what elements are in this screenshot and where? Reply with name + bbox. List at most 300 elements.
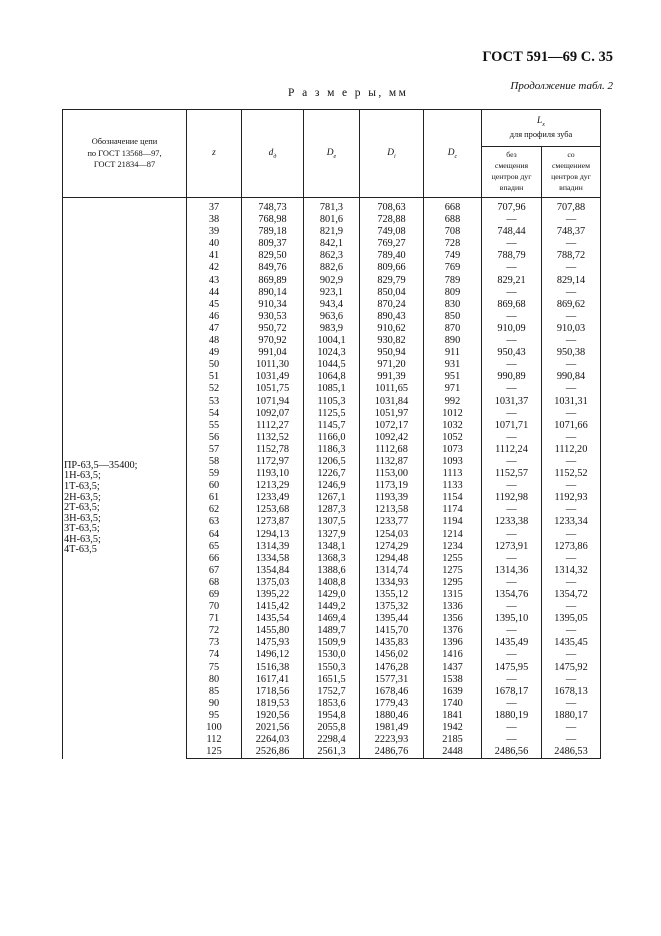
cell-De: 902,9 xyxy=(304,275,360,287)
cell-Di: 1132,87 xyxy=(360,456,424,468)
cell-Lx-no-offset: — xyxy=(482,674,542,686)
cell-Dc: 1275 xyxy=(424,565,482,577)
cell-dd: 1132,52 xyxy=(242,432,304,444)
cell-Lx-no-offset: — xyxy=(482,262,542,274)
cell-Dc: 1032 xyxy=(424,420,482,432)
cell-dd: 789,18 xyxy=(242,226,304,238)
cell-De: 1287,3 xyxy=(304,504,360,516)
cell-Di: 1456,02 xyxy=(360,649,424,661)
cell-z: 64 xyxy=(187,529,242,541)
cell-Lx-offset: 1192,93 xyxy=(542,492,601,504)
cell-De: 842,1 xyxy=(304,238,360,250)
cell-De: 1388,6 xyxy=(304,565,360,577)
table-row xyxy=(63,198,601,215)
cell-Dc: 1396 xyxy=(424,637,482,649)
cell-Dc: 1295 xyxy=(424,577,482,589)
header-without-offset-line: впадин xyxy=(499,182,524,192)
cell-Di: 749,08 xyxy=(360,226,424,238)
cell-dd: 1314,39 xyxy=(242,541,304,553)
header-Lx xyxy=(482,110,601,147)
cell-Dc: 1376 xyxy=(424,625,482,637)
cell-z: 112 xyxy=(187,734,242,746)
cell-Dc: 1073 xyxy=(424,444,482,456)
cell-De: 1489,7 xyxy=(304,625,360,637)
cell-Lx-offset: 748,37 xyxy=(542,226,601,238)
cell-Di: 890,43 xyxy=(360,311,424,323)
chain-designation: 4Н-63,5; xyxy=(64,533,101,545)
cell-Lx-offset: — xyxy=(542,504,601,516)
cell-Di: 971,20 xyxy=(360,359,424,371)
cell-Lx-offset: — xyxy=(542,432,601,444)
header-Dc-sub: с xyxy=(454,153,458,160)
cell-Lx-no-offset: — xyxy=(482,649,542,661)
cell-Lx-no-offset: 950,43 xyxy=(482,347,542,359)
cell-dd: 2021,56 xyxy=(242,722,304,734)
cell-z: 61 xyxy=(187,492,242,504)
cell-Lx-no-offset: — xyxy=(482,625,542,637)
cell-z: 49 xyxy=(187,347,242,359)
cell-z: 100 xyxy=(187,722,242,734)
cell-Lx-no-offset: — xyxy=(482,480,542,492)
cell-z: 51 xyxy=(187,371,242,383)
header-chain-line: Обозначение цепи xyxy=(91,137,158,147)
cell-Dc: 911 xyxy=(424,347,482,359)
header-dd-sub: д xyxy=(273,153,277,160)
cell-z: 43 xyxy=(187,275,242,287)
cell-dd: 930,53 xyxy=(242,311,304,323)
cell-De: 1064,8 xyxy=(304,371,360,383)
cell-dd: 1051,75 xyxy=(242,383,304,395)
header-dd-main: d xyxy=(268,147,274,158)
cell-Lx-no-offset: — xyxy=(482,553,542,565)
cell-z: 46 xyxy=(187,311,242,323)
cell-Dc: 668 xyxy=(424,198,482,215)
cell-Lx-offset: — xyxy=(542,698,601,710)
cell-Di: 870,24 xyxy=(360,299,424,311)
cell-De: 1307,5 xyxy=(304,516,360,528)
cell-Dc: 1315 xyxy=(424,589,482,601)
cell-Di: 1112,68 xyxy=(360,444,424,456)
cell-De: 1651,5 xyxy=(304,674,360,686)
cell-Lx-offset: 1273,86 xyxy=(542,541,601,553)
header-with-offset-line: смещением xyxy=(551,161,591,171)
cell-dd: 1819,53 xyxy=(242,698,304,710)
cell-dd: 1617,41 xyxy=(242,674,304,686)
cell-dd: 1092,07 xyxy=(242,408,304,420)
cell-dd: 1415,42 xyxy=(242,601,304,613)
cell-z: 67 xyxy=(187,565,242,577)
cell-Lx-no-offset: 1273,91 xyxy=(482,541,542,553)
cell-De: 943,4 xyxy=(304,299,360,311)
cell-Lx-no-offset: — xyxy=(482,698,542,710)
cell-Lx-no-offset: — xyxy=(482,504,542,516)
header-Di-main: D xyxy=(387,147,395,158)
cell-Dc: 890 xyxy=(424,335,482,347)
cell-Di: 1254,03 xyxy=(360,529,424,541)
table-body xyxy=(63,198,601,759)
cell-Dc: 1194 xyxy=(424,516,482,528)
header-Dc xyxy=(424,110,482,198)
header-z-label: z xyxy=(212,148,216,159)
cell-Di: 1355,12 xyxy=(360,589,424,601)
cell-dd: 849,76 xyxy=(242,262,304,274)
cell-De: 1954,8 xyxy=(304,710,360,722)
cell-z: 52 xyxy=(187,383,242,395)
cell-De: 1348,1 xyxy=(304,541,360,553)
cell-Di: 1334,93 xyxy=(360,577,424,589)
cell-Di: 2486,76 xyxy=(360,746,424,759)
header-Lx-main: L xyxy=(537,116,543,127)
cell-dd: 1294,13 xyxy=(242,529,304,541)
cell-De: 1166,0 xyxy=(304,432,360,444)
cell-dd: 950,72 xyxy=(242,323,304,335)
cell-dd: 991,04 xyxy=(242,347,304,359)
cell-Dc: 1234 xyxy=(424,541,482,553)
cell-Di: 1435,83 xyxy=(360,637,424,649)
cell-De: 1368,3 xyxy=(304,553,360,565)
header-Di-sub: i xyxy=(394,153,396,160)
cell-De: 2055,8 xyxy=(304,722,360,734)
cell-De: 1530,0 xyxy=(304,649,360,661)
cell-De: 1267,1 xyxy=(304,492,360,504)
cell-Lx-offset: — xyxy=(542,408,601,420)
cell-Di: 1193,39 xyxy=(360,492,424,504)
cell-z: 60 xyxy=(187,480,242,492)
cell-Di: 1880,46 xyxy=(360,710,424,722)
cell-z: 42 xyxy=(187,262,242,274)
cell-z: 37 xyxy=(187,198,242,215)
header-Di xyxy=(360,110,424,198)
cell-dd: 1354,84 xyxy=(242,565,304,577)
cell-Lx-no-offset: 990,89 xyxy=(482,371,542,383)
cell-Lx-offset: — xyxy=(542,553,601,565)
cell-Dc: 1113 xyxy=(424,468,482,480)
cell-Dc: 1255 xyxy=(424,553,482,565)
cell-Lx-offset: 788,72 xyxy=(542,250,601,262)
cell-dd: 829,50 xyxy=(242,250,304,262)
cell-Lx-offset: 990,84 xyxy=(542,371,601,383)
cell-De: 1044,5 xyxy=(304,359,360,371)
cell-Di: 809,66 xyxy=(360,262,424,274)
cell-z: 58 xyxy=(187,456,242,468)
cell-dd: 869,89 xyxy=(242,275,304,287)
cell-Di: 1011,65 xyxy=(360,383,424,395)
cell-De: 1145,7 xyxy=(304,420,360,432)
cell-Lx-offset: 910,03 xyxy=(542,323,601,335)
header-dd xyxy=(242,110,304,198)
chain-designation: ПР-63,5—35400; xyxy=(64,459,138,471)
cell-Di: 1476,28 xyxy=(360,662,424,674)
cell-Di: 728,88 xyxy=(360,214,424,226)
cell-Di: 1577,31 xyxy=(360,674,424,686)
cell-Dc: 769 xyxy=(424,262,482,274)
cell-dd: 910,34 xyxy=(242,299,304,311)
cell-z: 74 xyxy=(187,649,242,661)
cell-Lx-offset: 829,14 xyxy=(542,275,601,287)
cell-De: 1105,3 xyxy=(304,396,360,408)
cell-De: 1327,9 xyxy=(304,529,360,541)
cell-De: 1509,9 xyxy=(304,637,360,649)
cell-Lx-no-offset: — xyxy=(482,432,542,444)
cell-Dc: 1174 xyxy=(424,504,482,516)
header-without-offset-line: центров дуг xyxy=(491,172,532,181)
cell-dd: 1395,22 xyxy=(242,589,304,601)
cell-Lx-no-offset: 1314,36 xyxy=(482,565,542,577)
cell-De: 882,6 xyxy=(304,262,360,274)
cell-Lx-no-offset: 1395,10 xyxy=(482,613,542,625)
cell-Lx-offset: 1071,66 xyxy=(542,420,601,432)
cell-Lx-offset: 1475,92 xyxy=(542,662,601,674)
cell-De: 1206,5 xyxy=(304,456,360,468)
cell-Lx-no-offset: — xyxy=(482,335,542,347)
cell-Lx-offset: — xyxy=(542,734,601,746)
cell-Di: 789,40 xyxy=(360,250,424,262)
cell-dd: 1516,38 xyxy=(242,662,304,674)
cell-Lx-no-offset: — xyxy=(482,529,542,541)
cell-Lx-no-offset: 869,68 xyxy=(482,299,542,311)
cell-z: 72 xyxy=(187,625,242,637)
cell-Dc: 1437 xyxy=(424,662,482,674)
cell-Dc: 1841 xyxy=(424,710,482,722)
cell-Lx-no-offset: 1031,37 xyxy=(482,396,542,408)
cell-dd: 1011,30 xyxy=(242,359,304,371)
cell-De: 1429,0 xyxy=(304,589,360,601)
cell-De: 1246,9 xyxy=(304,480,360,492)
cell-De: 923,1 xyxy=(304,287,360,299)
cell-Dc: 1012 xyxy=(424,408,482,420)
cell-z: 68 xyxy=(187,577,242,589)
cell-Dc: 708 xyxy=(424,226,482,238)
chain-designation-cell xyxy=(63,198,187,759)
cell-Dc: 1336 xyxy=(424,601,482,613)
cell-Lx-offset: — xyxy=(542,577,601,589)
cell-Dc: 1639 xyxy=(424,686,482,698)
cell-Di: 930,82 xyxy=(360,335,424,347)
cell-z: 63 xyxy=(187,516,242,528)
cell-Di: 1415,70 xyxy=(360,625,424,637)
cell-Di: 1779,43 xyxy=(360,698,424,710)
cell-Dc: 1538 xyxy=(424,674,482,686)
cell-Lx-no-offset: 748,44 xyxy=(482,226,542,238)
cell-De: 781,3 xyxy=(304,198,360,215)
cell-Di: 1678,46 xyxy=(360,686,424,698)
cell-dd: 1213,29 xyxy=(242,480,304,492)
cell-z: 57 xyxy=(187,444,242,456)
header-without-offset xyxy=(482,147,542,198)
cell-z: 75 xyxy=(187,662,242,674)
cell-Dc: 830 xyxy=(424,299,482,311)
cell-Lx-offset: 1233,34 xyxy=(542,516,601,528)
cell-De: 2561,3 xyxy=(304,746,360,759)
cell-Lx-no-offset: 1435,49 xyxy=(482,637,542,649)
cell-Dc: 2185 xyxy=(424,734,482,746)
cell-z: 71 xyxy=(187,613,242,625)
cell-Di: 1233,77 xyxy=(360,516,424,528)
cell-Dc: 870 xyxy=(424,323,482,335)
cell-Lx-no-offset: — xyxy=(482,456,542,468)
cell-z: 80 xyxy=(187,674,242,686)
cell-Lx-no-offset: 1880,19 xyxy=(482,710,542,722)
cell-De: 1226,7 xyxy=(304,468,360,480)
cell-De: 862,3 xyxy=(304,250,360,262)
cell-De: 1024,3 xyxy=(304,347,360,359)
cell-Di: 950,94 xyxy=(360,347,424,359)
cell-z: 54 xyxy=(187,408,242,420)
header-with-offset-line: со xyxy=(567,150,575,160)
cell-Lx-no-offset: — xyxy=(482,577,542,589)
cell-Di: 1173,19 xyxy=(360,480,424,492)
cell-z: 55 xyxy=(187,420,242,432)
header-tooth-profile: для профиля зуба xyxy=(509,130,573,140)
cell-Lx-no-offset: — xyxy=(482,383,542,395)
cell-Lx-offset: 950,38 xyxy=(542,347,601,359)
header-Dc-main: D xyxy=(447,147,455,158)
cell-Di: 1072,17 xyxy=(360,420,424,432)
cell-Lx-no-offset: 829,21 xyxy=(482,275,542,287)
header-without-offset-line: смещения xyxy=(494,161,529,171)
cell-Dc: 1416 xyxy=(424,649,482,661)
cell-Lx-offset: — xyxy=(542,601,601,613)
header-Lx-sub: x xyxy=(542,122,545,129)
cell-Lx-no-offset: — xyxy=(482,287,542,299)
cell-Lx-offset: — xyxy=(542,674,601,686)
cell-Dc: 951 xyxy=(424,371,482,383)
cell-Lx-offset: — xyxy=(542,359,601,371)
cell-Lx-no-offset: 788,79 xyxy=(482,250,542,262)
cell-Lx-offset: — xyxy=(542,649,601,661)
cell-dd: 1496,12 xyxy=(242,649,304,661)
cell-Lx-offset: — xyxy=(542,214,601,226)
cell-dd: 1273,87 xyxy=(242,516,304,528)
cell-z: 125 xyxy=(187,746,242,759)
cell-dd: 1233,49 xyxy=(242,492,304,504)
cell-De: 1085,1 xyxy=(304,383,360,395)
header-chain-designation xyxy=(63,110,187,198)
cell-De: 1469,4 xyxy=(304,613,360,625)
cell-Lx-offset: — xyxy=(542,722,601,734)
cell-z: 50 xyxy=(187,359,242,371)
cell-Dc: 971 xyxy=(424,383,482,395)
cell-z: 85 xyxy=(187,686,242,698)
chain-designation: 4Т-63,5 xyxy=(64,544,97,556)
cell-Lx-no-offset: — xyxy=(482,734,542,746)
cell-Lx-offset: 1354,72 xyxy=(542,589,601,601)
header-without-offset-line: без xyxy=(506,150,517,160)
cell-dd: 1334,58 xyxy=(242,553,304,565)
cell-dd: 1375,03 xyxy=(242,577,304,589)
cell-Lx-no-offset: — xyxy=(482,214,542,226)
cell-dd: 1031,49 xyxy=(242,371,304,383)
page-header: ГОСТ 591—69 С. 35 xyxy=(482,49,613,65)
cell-dd: 890,14 xyxy=(242,287,304,299)
cell-Dc: 1214 xyxy=(424,529,482,541)
cell-z: 59 xyxy=(187,468,242,480)
cell-z: 44 xyxy=(187,287,242,299)
cell-Lx-no-offset: 1354,76 xyxy=(482,589,542,601)
cell-dd: 1475,93 xyxy=(242,637,304,649)
cell-z: 73 xyxy=(187,637,242,649)
cell-Lx-no-offset: 1233,38 xyxy=(482,516,542,528)
cell-z: 48 xyxy=(187,335,242,347)
cell-z: 53 xyxy=(187,396,242,408)
cell-Lx-offset: 1314,32 xyxy=(542,565,601,577)
chain-designation: 2Н-63,5; xyxy=(64,491,101,503)
cell-z: 62 xyxy=(187,504,242,516)
cell-dd: 1920,56 xyxy=(242,710,304,722)
cell-Lx-no-offset: — xyxy=(482,311,542,323)
cell-De: 1004,1 xyxy=(304,335,360,347)
cell-Dc: 1942 xyxy=(424,722,482,734)
cell-Lx-offset: — xyxy=(542,238,601,250)
header-with-offset-line: центров дуг xyxy=(551,172,591,181)
cell-Lx-offset: 1112,20 xyxy=(542,444,601,456)
cell-Lx-no-offset: — xyxy=(482,408,542,420)
dimensions-table xyxy=(62,109,601,759)
cell-Dc: 688 xyxy=(424,214,482,226)
header-Lx-symbol xyxy=(482,115,600,129)
cell-De: 1853,6 xyxy=(304,698,360,710)
cell-Di: 1981,49 xyxy=(360,722,424,734)
cell-z: 70 xyxy=(187,601,242,613)
chain-designation: 3Н-63,5; xyxy=(64,512,101,524)
header-chain-line: по ГОСТ 13568—97, xyxy=(87,148,162,158)
cell-dd: 1455,80 xyxy=(242,625,304,637)
cell-Dc: 992 xyxy=(424,396,482,408)
header-De-main: D xyxy=(326,147,334,158)
cell-Lx-offset: 707,88 xyxy=(542,198,601,215)
cell-Dc: 1740 xyxy=(424,698,482,710)
cell-z: 90 xyxy=(187,698,242,710)
cell-Lx-offset: — xyxy=(542,287,601,299)
cell-dd: 1112,27 xyxy=(242,420,304,432)
cell-dd: 2526,86 xyxy=(242,746,304,759)
cell-Dc: 931 xyxy=(424,359,482,371)
cell-dd: 2264,03 xyxy=(242,734,304,746)
cell-Di: 2223,93 xyxy=(360,734,424,746)
header-z xyxy=(187,110,242,198)
chain-designation: 1Т-63,5; xyxy=(64,480,100,492)
cell-De: 821,9 xyxy=(304,226,360,238)
cell-dd: 1435,54 xyxy=(242,613,304,625)
cell-Lx-offset: — xyxy=(542,456,601,468)
cell-Lx-no-offset: 1071,71 xyxy=(482,420,542,432)
cell-z: 39 xyxy=(187,226,242,238)
cell-Di: 1294,48 xyxy=(360,553,424,565)
cell-dd: 1193,10 xyxy=(242,468,304,480)
cell-dd: 970,92 xyxy=(242,335,304,347)
cell-Lx-no-offset: 1152,57 xyxy=(482,468,542,480)
cell-Lx-offset: — xyxy=(542,480,601,492)
cell-dd: 1172,97 xyxy=(242,456,304,468)
cell-Lx-offset: 1678,13 xyxy=(542,686,601,698)
cell-Di: 1274,29 xyxy=(360,541,424,553)
cell-Di: 1092,42 xyxy=(360,432,424,444)
header-with-offset-line: впадин xyxy=(559,182,583,192)
cell-Lx-no-offset: — xyxy=(482,238,542,250)
cell-Lx-offset: — xyxy=(542,625,601,637)
header-De xyxy=(304,110,360,198)
cell-Di: 991,39 xyxy=(360,371,424,383)
header-chain-line: ГОСТ 21834—87 xyxy=(93,160,156,170)
cell-Di: 910,62 xyxy=(360,323,424,335)
cell-Lx-offset: — xyxy=(542,262,601,274)
cell-z: 40 xyxy=(187,238,242,250)
cell-z: 41 xyxy=(187,250,242,262)
cell-dd: 768,98 xyxy=(242,214,304,226)
cell-De: 801,6 xyxy=(304,214,360,226)
cell-Dc: 728 xyxy=(424,238,482,250)
cell-Dc: 1093 xyxy=(424,456,482,468)
